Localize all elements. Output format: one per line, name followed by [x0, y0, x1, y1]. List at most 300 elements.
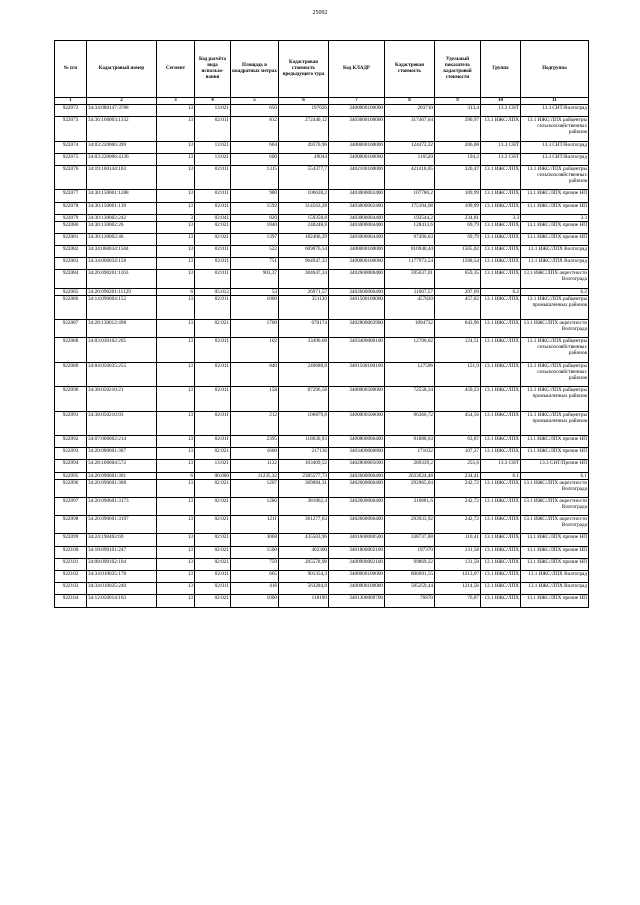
- column-header: № п/п: [55, 41, 87, 98]
- area-cell: 1840: [231, 221, 279, 233]
- column-number: 6: [279, 98, 329, 105]
- previous-cost-cell: 563284,8: [279, 583, 329, 595]
- area-cell: 2395: [231, 436, 279, 448]
- cadastral-number-cell: 34:34:010035:240: [87, 583, 157, 595]
- subgroup-cell: 6.2: [521, 288, 589, 295]
- area-cell: 820: [231, 214, 279, 221]
- cadastral-cost-cell: 107780,2: [385, 190, 435, 202]
- cadastral-cost-cell: 12700,02: [385, 338, 435, 362]
- specific-value-cell: 320,47: [435, 165, 481, 189]
- group-cell: 6.1: [481, 472, 521, 479]
- group-cell: 13.1 ИЖС/ЛПХ: [481, 516, 521, 534]
- kladr-code-cell: 3401500100100: [329, 362, 385, 386]
- row-number-cell: 922081: [55, 233, 87, 245]
- cadastral-cost-cell: 457820: [385, 295, 435, 319]
- subgroup-cell: 13.1 ИЖС/ЛПХ прочие НП: [521, 202, 589, 214]
- cadastral-number-cell: 34:24:190402:69: [87, 534, 157, 546]
- segment-cell: 13: [157, 387, 195, 411]
- area-cell: 158: [231, 387, 279, 411]
- table-row: [55, 221, 589, 233]
- table-row: [55, 571, 589, 583]
- area-cell: 1700: [231, 320, 279, 338]
- area-cell: 751: [231, 258, 279, 270]
- cadastral-number-cell: 34:26:090601:3197: [87, 516, 157, 534]
- table-row: [55, 233, 589, 245]
- table-row: [55, 320, 589, 338]
- previous-cost-cell: 964947,33: [279, 258, 329, 270]
- row-number-cell: 922088: [55, 338, 87, 362]
- segment-cell: 13: [157, 221, 195, 233]
- specific-value-cell: 206,08: [435, 141, 481, 153]
- segment-cell: 13: [157, 165, 195, 189]
- area-cell: 759: [231, 558, 279, 570]
- cadastral-cost-cell: 203710: [385, 105, 435, 117]
- group-cell: 13.1 ИЖС/ЛПХ: [481, 387, 521, 411]
- table-row: [55, 338, 589, 362]
- cadastral-cost-cell: 96366,72: [385, 411, 435, 435]
- area-cell: 1000: [231, 595, 279, 607]
- row-number-cell: 922100: [55, 546, 87, 558]
- kladr-code-cell: 3400000100000: [329, 141, 385, 153]
- group-cell: 13.1 ИЖС/ЛПХ: [481, 497, 521, 515]
- group-cell: 13.1 ИЖС/ЛПХ: [481, 270, 521, 288]
- usage-code-cell: 03:041: [195, 214, 231, 221]
- usage-code-cell: 02:011: [195, 571, 231, 583]
- segment-cell: 13: [157, 411, 195, 435]
- row-number-cell: 922087: [55, 320, 87, 338]
- usage-code-cell: 02:011: [195, 165, 231, 189]
- segment-cell: 6: [157, 288, 195, 295]
- kladr-code-cell: 3402600000400: [329, 497, 385, 515]
- row-number-cell: 922079: [55, 214, 87, 221]
- specific-value-cell: 659,35: [435, 270, 481, 288]
- page-number: 25092: [312, 10, 328, 16]
- row-number-cell: 922080: [55, 221, 87, 233]
- group-cell: 13.1 ИЖС/ЛПХ: [481, 448, 521, 460]
- segment-cell: 13: [157, 460, 195, 472]
- table-row: [55, 387, 589, 411]
- column-number: 1: [55, 98, 87, 105]
- subgroup-cell: 13.1 ИЖС/ЛПХ райцентры промышленных районов: [521, 411, 589, 435]
- usage-code-cell: 02:011: [195, 362, 231, 386]
- specific-value-cell: 131,58: [435, 546, 481, 558]
- previous-cost-cell: 2385577,73: [279, 472, 329, 479]
- segment-cell: 13: [157, 320, 195, 338]
- previous-cost-cell: 369084,31: [279, 479, 329, 497]
- area-cell: 1592: [231, 202, 279, 214]
- specific-value-cell: 1213,07: [435, 571, 481, 583]
- subgroup-cell: 13.1 ИЖС/ЛПХ райцентры сельскохозяйственных районов: [521, 117, 589, 141]
- segment-cell: 13: [157, 362, 195, 386]
- subgroup-cell: 13.3 СНТ/Прочие НП: [521, 460, 589, 472]
- previous-cost-cell: 314563,28: [279, 202, 329, 214]
- area-cell: 53: [231, 288, 279, 295]
- usage-code-cell: 02:011: [195, 583, 231, 595]
- cadastral-number-cell: 34:30:130002:26: [87, 221, 157, 233]
- cadastral-cost-cell: 192544,2: [385, 214, 435, 221]
- table-row: [55, 117, 589, 141]
- previous-cost-cell: 901354,3: [279, 571, 329, 583]
- subgroup-cell: 13.1 ИЖС/ЛПХ прочие НП: [521, 221, 589, 233]
- cadastral-cost-cell: 72558,34: [385, 387, 435, 411]
- segment-cell: 13: [157, 117, 195, 141]
- cadastral-cost-cell: 175104,08: [385, 202, 435, 214]
- table-row: [55, 246, 589, 258]
- group-cell: 13.3 СНТ: [481, 153, 521, 165]
- cadastral-value-table: [54, 40, 589, 608]
- row-number-cell: 922078: [55, 202, 87, 214]
- kladr-code-cell: 3403400000100: [329, 338, 385, 362]
- usage-code-cell: 02:021: [195, 221, 231, 233]
- segment-cell: 13: [157, 534, 195, 546]
- column-header: Кадастровая стоимость: [385, 41, 435, 98]
- segment-cell: 6: [157, 472, 195, 479]
- area-cell: 3068: [231, 534, 279, 546]
- group-cell: 13.1 ИЖС/ЛПХ: [481, 558, 521, 570]
- segment-cell: 13: [157, 246, 195, 258]
- cadastral-number-cell: 34:26:090601:301: [87, 472, 157, 479]
- group-cell: 13.1 ИЖС/ЛПХ: [481, 233, 521, 245]
- previous-cost-cell: 49370,96: [279, 141, 329, 153]
- kladr-code-cell: 3402600000400: [329, 516, 385, 534]
- kladr-code-cell: 3403400000800: [329, 448, 385, 460]
- cadastral-number-cell: 34:04:050035:255: [87, 362, 157, 386]
- specific-value-cell: 255,6: [435, 460, 481, 472]
- table-row: [55, 141, 589, 153]
- cadastral-cost-cell: 338737,88: [385, 534, 435, 546]
- table-row: [55, 214, 589, 221]
- area-cell: 903,37: [231, 270, 279, 288]
- cadastral-number-cell: 34:03:030102:205: [87, 338, 157, 362]
- kladr-code-cell: 3400000100000: [329, 258, 385, 270]
- specific-value-cell: 390,97: [435, 117, 481, 141]
- segment-cell: 13: [157, 546, 195, 558]
- previous-cost-cell: 554377,7: [279, 165, 329, 189]
- segment-cell: 13: [157, 153, 195, 165]
- usage-code-cell: 02:021: [195, 497, 231, 515]
- cadastral-cost-cell: 289339,2: [385, 460, 435, 472]
- kladr-code-cell: 3401600000500: [329, 534, 385, 546]
- subgroup-cell: 6.1: [521, 472, 589, 479]
- table-row: [55, 270, 589, 288]
- cadastral-number-cell: 34:34:060034:1504: [87, 246, 157, 258]
- usage-code-cell: 02:021: [195, 448, 231, 460]
- segment-cell: 13: [157, 448, 195, 460]
- cadastral-cost-cell: 99869,22: [385, 558, 435, 570]
- column-number: 10: [481, 98, 521, 105]
- cadastral-cost-cell: 197370: [385, 546, 435, 558]
- usage-code-cell: 02:021: [195, 479, 231, 497]
- cadastral-cost-cell: 1177973,54: [385, 258, 435, 270]
- subgroup-cell: 13.1 ИЖС/ЛПХ окрестности Волгограда: [521, 516, 589, 534]
- area-cell: 1397: [231, 233, 279, 245]
- kladr-code-cell: 3402600000400: [329, 288, 385, 295]
- table-row: [55, 165, 589, 189]
- column-number-row: [55, 98, 589, 105]
- cadastral-cost-cell: 317467,64: [385, 117, 435, 141]
- cadastral-cost-cell: 97496,63: [385, 233, 435, 245]
- subgroup-cell: 13.1 ИЖС/ЛПХ Волгоград: [521, 258, 589, 270]
- row-number-cell: 922090: [55, 387, 87, 411]
- segment-cell: 13: [157, 558, 195, 570]
- previous-cost-cell: 205578,98: [279, 558, 329, 570]
- usage-code-cell: 02:011: [195, 387, 231, 411]
- segment-cell: 13: [157, 338, 195, 362]
- cadastral-number-cell: 34:34:060034:158: [87, 258, 157, 270]
- subgroup-cell: 13.1 ИЖС/ЛПХ прочие НП: [521, 558, 589, 570]
- segment-cell: 13: [157, 105, 195, 117]
- cadastral-number-cell: 34:38:050210:21: [87, 387, 157, 411]
- cadastral-number-cell: 34:30:130002:242: [87, 214, 157, 221]
- row-number-cell: 922077: [55, 190, 87, 202]
- row-number-cell: 922092: [55, 436, 87, 448]
- column-header: Сегмент: [157, 41, 195, 98]
- column-number: 4: [195, 98, 231, 105]
- column-header: Кадастровая стоимость предыдущего тура: [279, 41, 329, 98]
- usage-code-cell: 05:012: [195, 288, 231, 295]
- row-number-cell: 922099: [55, 534, 87, 546]
- group-cell: 13.1 ИЖС/ЛПХ: [481, 571, 521, 583]
- segment-cell: 13: [157, 258, 195, 270]
- cadastral-number-cell: 34:18:090101:247: [87, 546, 157, 558]
- kladr-code-cell: 3403000004400: [329, 214, 385, 221]
- kladr-code-cell: 3402600000400: [329, 479, 385, 497]
- group-cell: 13.1 ИЖС/ЛПХ: [481, 165, 521, 189]
- table-row: [55, 295, 589, 319]
- previous-cost-cell: 240688,8: [279, 362, 329, 386]
- cadastral-number-cell: 34:14:090004:152: [87, 295, 157, 319]
- cadastral-cost-cell: 806691,55: [385, 571, 435, 583]
- kladr-code-cell: 3400000100000: [329, 571, 385, 583]
- cadastral-number-cell: 34:26:090201:1163: [87, 270, 157, 288]
- specific-value-cell: 457,82: [435, 295, 481, 319]
- usage-code-cell: 02:021: [195, 516, 231, 534]
- subgroup-cell: 13.1 ИЖС/ЛПХ прочие НП: [521, 546, 589, 558]
- segment-cell: 13: [157, 270, 195, 288]
- table-row: [55, 516, 589, 534]
- subgroup-cell: 13.1 ИЖС/ЛПХ прочие НП: [521, 233, 589, 245]
- segment-cell: 13: [157, 202, 195, 214]
- area-cell: 1280: [231, 497, 279, 515]
- group-cell: 13.1 ИЖС/ЛПХ: [481, 221, 521, 233]
- cadastral-cost-cell: 595637,01: [385, 270, 435, 288]
- cadastral-cost-cell: 91888,63: [385, 436, 435, 448]
- table-row: [55, 105, 589, 117]
- table-row: [55, 558, 589, 570]
- specific-value-cell: 454,56: [435, 411, 481, 435]
- area-cell: 1600: [231, 448, 279, 460]
- group-cell: 13.3 СНТ: [481, 141, 521, 153]
- group-cell: 13.1 ИЖС/ЛПХ: [481, 479, 521, 497]
- column-header: Группа: [481, 41, 521, 98]
- cadastral-cost-cell: 816940,44: [385, 246, 435, 258]
- cadastral-number-cell: 34:28:160004:572: [87, 460, 157, 472]
- segment-cell: 13: [157, 571, 195, 583]
- area-cell: 980: [231, 190, 279, 202]
- cadastral-number-cell: 34:34:010035:178: [87, 571, 157, 583]
- subgroup-cell: 13.1 ИЖС/ЛПХ окрестности Волгограда: [521, 270, 589, 288]
- table-row: [55, 546, 589, 558]
- cadastral-cost-cell: 128413,6: [385, 221, 435, 233]
- usage-code-cell: 02:021: [195, 546, 231, 558]
- area-cell: 1000: [231, 295, 279, 319]
- previous-cost-cell: 217136: [279, 448, 329, 460]
- row-number-cell: 922095: [55, 472, 87, 479]
- usage-code-cell: 02:021: [195, 320, 231, 338]
- table-row: [55, 288, 589, 295]
- previous-cost-cell: 106638,2: [279, 190, 329, 202]
- cadastral-cost-cell: 1094732: [385, 320, 435, 338]
- cadastral-number-cell: 34:03:220006:4136: [87, 153, 157, 165]
- group-cell: 13.1 ИЖС/ЛПХ: [481, 117, 521, 141]
- specific-value-cell: 1568,54: [435, 258, 481, 270]
- specific-value-cell: 242,72: [435, 516, 481, 534]
- row-number-cell: 922098: [55, 516, 87, 534]
- specific-value-cell: 151,9: [435, 362, 481, 386]
- group-cell: 13.1 ИЖС/ЛПХ: [481, 320, 521, 338]
- table-row: [55, 460, 589, 472]
- subgroup-cell: 13.1 ИЖС/ЛПХ окрестности Волгограда: [521, 497, 589, 515]
- previous-cost-cell: 361277,63: [279, 516, 329, 534]
- cadastral-number-cell: 34:30:150001:1288: [87, 190, 157, 202]
- kladr-code-cell: 3401500100000: [329, 295, 385, 319]
- usage-code-cell: 02:011: [195, 117, 231, 141]
- row-number-cell: 922086: [55, 295, 87, 319]
- segment-cell: 13: [157, 583, 195, 595]
- subgroup-cell: 13.1 ИЖС/ЛПХ райцентры промышленных районов: [521, 295, 589, 319]
- specific-value-cell: 242,72: [435, 479, 481, 497]
- specific-value-cell: 207,69: [435, 288, 481, 295]
- segment-cell: 13: [157, 479, 195, 497]
- previous-cost-cell: 49044: [279, 153, 329, 165]
- cadastral-number-cell: 34:36:160003:1332: [87, 117, 157, 141]
- subgroup-cell: 13.3 СНТ/Волгоград: [521, 141, 589, 153]
- cadastral-cost-cell: 505259,44: [385, 583, 435, 595]
- usage-code-cell: 13:021: [195, 141, 231, 153]
- area-cell: 1207: [231, 479, 279, 497]
- cadastral-cost-cell: 310681,6: [385, 497, 435, 515]
- specific-value-cell: 63,87: [435, 436, 481, 448]
- column-number: 9: [435, 98, 481, 105]
- column-number: 5: [231, 98, 279, 105]
- group-cell: 13.3 СНТ: [481, 460, 521, 472]
- table-row: [55, 258, 589, 270]
- row-number-cell: 922085: [55, 288, 87, 295]
- subgroup-cell: 13.1 ИЖС/ЛПХ прочие НП: [521, 534, 589, 546]
- cadastral-number-cell: 34:07:060002:214: [87, 436, 157, 448]
- table-row: [55, 583, 589, 595]
- specific-value-cell: 1565,02: [435, 246, 481, 258]
- group-cell: 3.3: [481, 214, 521, 221]
- specific-value-cell: 1214,56: [435, 583, 481, 595]
- header-row: [55, 41, 589, 98]
- kladr-code-cell: 3400000500000: [329, 387, 385, 411]
- specific-value-cell: 109,99: [435, 202, 481, 214]
- specific-value-cell: 194,2: [435, 153, 481, 165]
- usage-code-cell: 02:011: [195, 338, 231, 362]
- segment-cell: 13: [157, 436, 195, 448]
- row-number-cell: 922104: [55, 595, 87, 607]
- subgroup-cell: 13.1 ИЖС/ЛПХ райцентры сельскохозяйственных районов: [521, 362, 589, 386]
- area-cell: 600: [231, 153, 279, 165]
- group-cell: 13.1 ИЖС/ЛПХ: [481, 295, 521, 319]
- area-cell: 840: [231, 362, 279, 386]
- kladr-code-cell: 3400000100000: [329, 153, 385, 165]
- kladr-code-cell: 3400000500000: [329, 411, 385, 435]
- table-row: [55, 153, 589, 165]
- kladr-code-cell: 3403000004400: [329, 233, 385, 245]
- previous-cost-cell: 33490,68: [279, 338, 329, 362]
- row-number-cell: 922102: [55, 571, 87, 583]
- cadastral-cost-cell: 127596: [385, 362, 435, 386]
- cadastral-number-cell: 34:12:050014:163: [87, 595, 157, 607]
- usage-code-cell: 02:011: [195, 436, 231, 448]
- group-cell: 13.3 СНТ: [481, 105, 521, 117]
- group-cell: 13.1 ИЖС/ЛПХ: [481, 583, 521, 595]
- specific-value-cell: 643,96: [435, 320, 481, 338]
- segment-cell: 13: [157, 190, 195, 202]
- usage-code-cell: 02:021: [195, 558, 231, 570]
- area-cell: 212: [231, 411, 279, 435]
- usage-code-cell: 02:011: [195, 411, 231, 435]
- usage-code-cell: 13:021: [195, 460, 231, 472]
- group-cell: 13.1 ИЖС/ЛПХ: [481, 202, 521, 214]
- specific-value-cell: 459,23: [435, 387, 481, 411]
- subgroup-cell: 13.1 ИЖС/ЛПХ райцентры промышленных районов: [521, 387, 589, 411]
- kladr-code-cell: 3403000002400: [329, 190, 385, 202]
- table-row: [55, 448, 589, 460]
- column-header: Код расчёта вида использо-вания: [195, 41, 231, 98]
- specific-value-cell: 110,41: [435, 534, 481, 546]
- usage-code-cell: 13:021: [195, 105, 231, 117]
- row-number-cell: 922089: [55, 362, 87, 386]
- group-cell: 13.1 ИЖС/ЛПХ: [481, 411, 521, 435]
- usage-code-cell: 02:021: [195, 233, 231, 245]
- kladr-code-cell: 3400000100000: [329, 105, 385, 117]
- cadastral-number-cell: 34:28:130012:498: [87, 320, 157, 338]
- segment-cell: 3: [157, 214, 195, 221]
- area-cell: 1211: [231, 516, 279, 534]
- usage-code-cell: 02:021: [195, 534, 231, 546]
- kladr-code-cell: 3403600100000: [329, 117, 385, 141]
- previous-cost-cell: 103409,52: [279, 460, 329, 472]
- cadastral-cost-cell: 421418,05: [385, 165, 435, 189]
- kladr-code-cell: 3400000100000: [329, 583, 385, 595]
- subgroup-cell: 13.1 ИЖС/ЛПХ Волгоград: [521, 246, 589, 258]
- cadastral-number-cell: 34:26:090601:308: [87, 479, 157, 497]
- cadastral-number-cell: 34:26:090201:11129: [87, 288, 157, 295]
- area-cell: 812: [231, 117, 279, 141]
- group-cell: 13.1 ИЖС/ЛПХ: [481, 436, 521, 448]
- cadastral-cost-cell: 116520: [385, 153, 435, 165]
- area-cell: 1315: [231, 165, 279, 189]
- column-number: 7: [329, 98, 385, 105]
- cadastral-cost-cell: 76870: [385, 595, 435, 607]
- segment-cell: 13: [157, 516, 195, 534]
- previous-cost-cell: 272440,12: [279, 117, 329, 141]
- usage-code-cell: 02:011: [195, 295, 231, 319]
- kladr-code-cell: 3403000004400: [329, 221, 385, 233]
- area-cell: 1500: [231, 546, 279, 558]
- segment-cell: 13: [157, 141, 195, 153]
- group-cell: 13.1 ИЖС/ЛПХ: [481, 534, 521, 546]
- previous-cost-cell: 87296,58: [279, 387, 329, 411]
- previous-cost-cell: 304047,24: [279, 270, 329, 288]
- row-number-cell: 922072: [55, 105, 87, 117]
- row-number-cell: 922101: [55, 558, 87, 570]
- specific-value-cell: 131,58: [435, 558, 481, 570]
- cadastral-number-cell: 34:38:050210:93: [87, 411, 157, 435]
